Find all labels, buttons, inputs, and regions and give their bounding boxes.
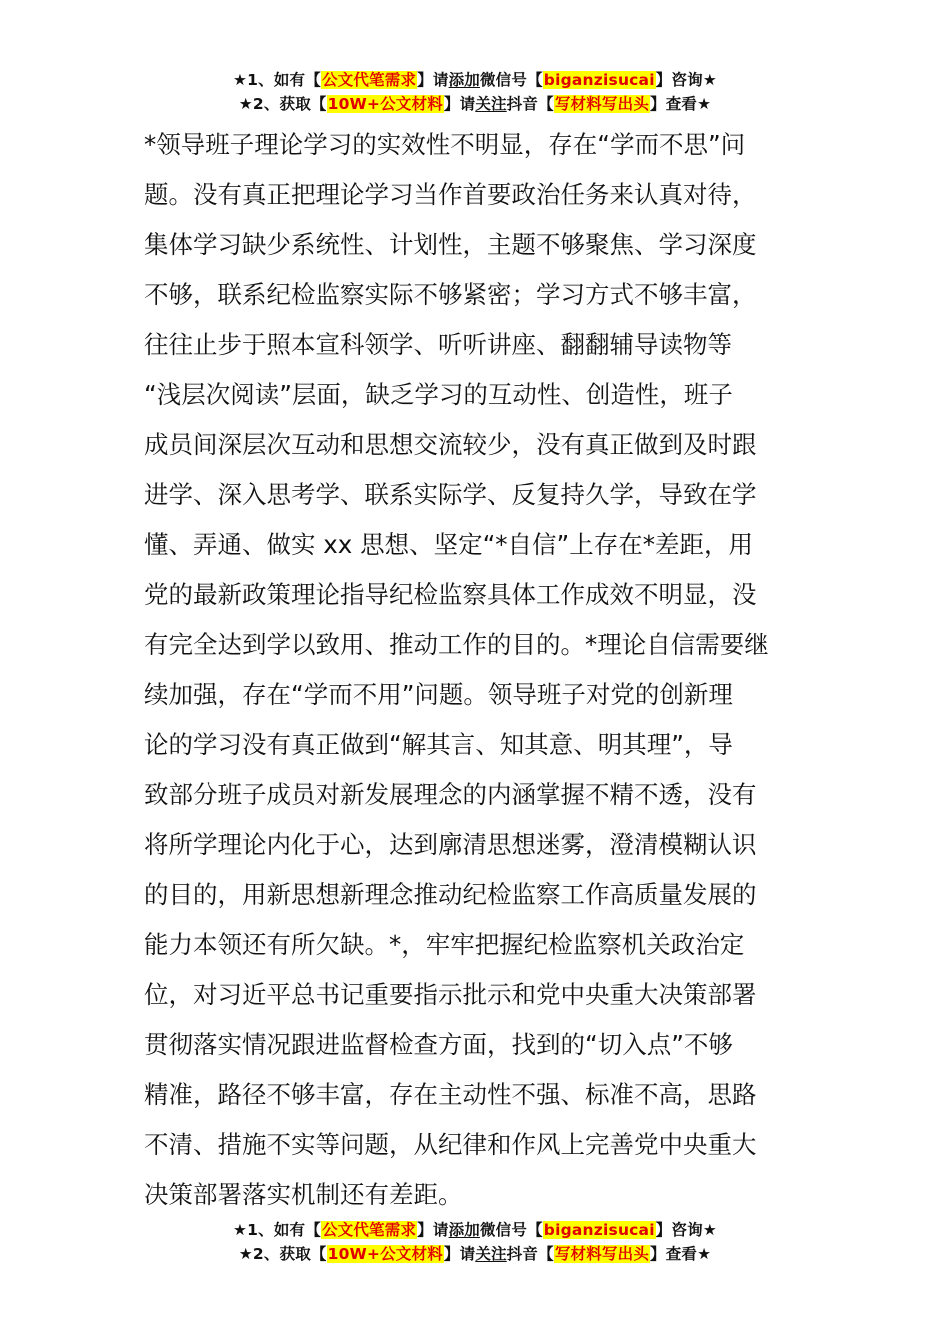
body-line: “浅层次阅读”层面，缺乏学习的互动性、创造性，班子 [144,380,733,409]
wechat-id-highlight: biganzisucai [543,1221,655,1239]
header-promo-line-2 [0,92,950,116]
body-line: 致部分班子成员对新发展理念的内涵掌握不精不透，没有 [144,780,757,809]
body-line: 题。没有真正把理论学习当作首要政治任务来认真对待， [144,180,757,209]
body-line: 贯彻落实情况跟进监督检查方面，找到的“切入点”不够 [144,1030,733,1059]
promo-text: 抖音【 [506,95,554,113]
body-line: 不够，联系纪检监察实际不够紧密；学习方式不够丰富， [144,280,757,309]
body-line: 不清、措施不实等问题，从纪律和作风上完善党中央重大 [144,1130,757,1159]
body-line: 有完全达到学以致用、推动工作的目的。*理论自信需要继 [144,630,769,659]
body-line: *领导班子理论学习的实效性不明显，存在“学而不思”问 [144,130,746,159]
promo-highlight: 10W+公文材料 [327,1245,443,1263]
footer-promo-line-2 [0,1242,950,1266]
star-icon: ★ [697,1245,712,1263]
body-line: 党的最新政策理论指导纪检监察具体工作成效不明显，没 [144,580,757,609]
footer-promo-line-1 [0,1218,950,1242]
promo-text: 1、如有【 [247,71,321,89]
promo-text: 】咨询 [655,1221,703,1239]
document-body [144,120,804,1220]
promo-text: 】请 [417,1221,449,1239]
douyin-id-highlight: 写材料写出头 [554,1245,650,1263]
body-line: 精准，路径不够丰富，存在主动性不强、标准不高，思路 [144,1080,757,1109]
promo-text: 】查看 [650,95,698,113]
douyin-id-highlight: 写材料写出头 [554,95,650,113]
body-line: 决策部署落实机制还有差距。 [144,1180,463,1209]
promo-text: 】请 [417,71,449,89]
body-line: 进学、深入思考学、联系实际学、反复持久学，导致在学 [144,480,757,509]
promo-highlight: 公文代笔需求 [321,71,417,89]
star-icon: ★ [702,71,717,89]
promo-text: 抖音【 [506,1245,554,1263]
body-line: 位，对习近平总书记重要指示批示和党中央重大决策部署 [144,980,757,1009]
promo-text: 微信号【 [479,71,543,89]
star-icon: ★ [233,1221,248,1239]
promo-underlined: 关注 [475,1245,507,1263]
promo-text: 1、如有【 [247,1221,321,1239]
body-line: 成员间深层次互动和思想交流较少，没有真正做到及时跟 [144,430,757,459]
body-line: 往往止步于照本宣科领学、听听讲座、翻翻辅导读物等 [144,330,732,359]
header-promo [0,68,950,116]
promo-text: 】查看 [650,1245,698,1263]
star-icon: ★ [702,1221,717,1239]
body-line: 论的学习没有真正做到“解其言、知其意、明其理”，导 [144,730,733,759]
promo-text: 】咨询 [655,71,703,89]
body-line: 将所学理论内化于心，达到廓清思想迷雾，澄清模糊认识 [144,830,757,859]
star-icon: ★ [697,95,712,113]
body-line: 的目的，用新思想新理念推动纪检监察工作高质量发展的 [144,880,757,909]
promo-highlight: 公文代笔需求 [321,1221,417,1239]
body-line: 能力本领还有所欠缺。*，牢牢把握纪检监察机关政治定 [144,930,745,959]
wechat-id-highlight: biganzisucai [543,71,655,89]
star-icon: ★ [238,95,253,113]
promo-text: 2、获取【 [252,95,327,113]
footer-promo [0,1218,950,1266]
star-icon: ★ [238,1245,253,1263]
body-line: 懂、弄通、做实 xx 思想、坚定“*自信”上存在*差距，用 [144,530,753,559]
star-icon: ★ [233,71,248,89]
promo-text: 2、获取【 [252,1245,327,1263]
promo-text: 】请 [443,1245,476,1263]
header-promo-line-1 [0,68,950,92]
promo-underlined: 关注 [475,95,507,113]
promo-highlight: 10W+公文材料 [327,95,443,113]
promo-text: 】请 [443,95,476,113]
promo-underlined: 添加 [448,1221,480,1239]
body-line: 续加强，存在“学而不用”问题。领导班子对党的创新理 [144,680,733,709]
body-line: 集体学习缺少系统性、计划性，主题不够聚焦、学习深度 [144,230,757,259]
promo-underlined: 添加 [448,71,480,89]
promo-text: 微信号【 [479,1221,543,1239]
